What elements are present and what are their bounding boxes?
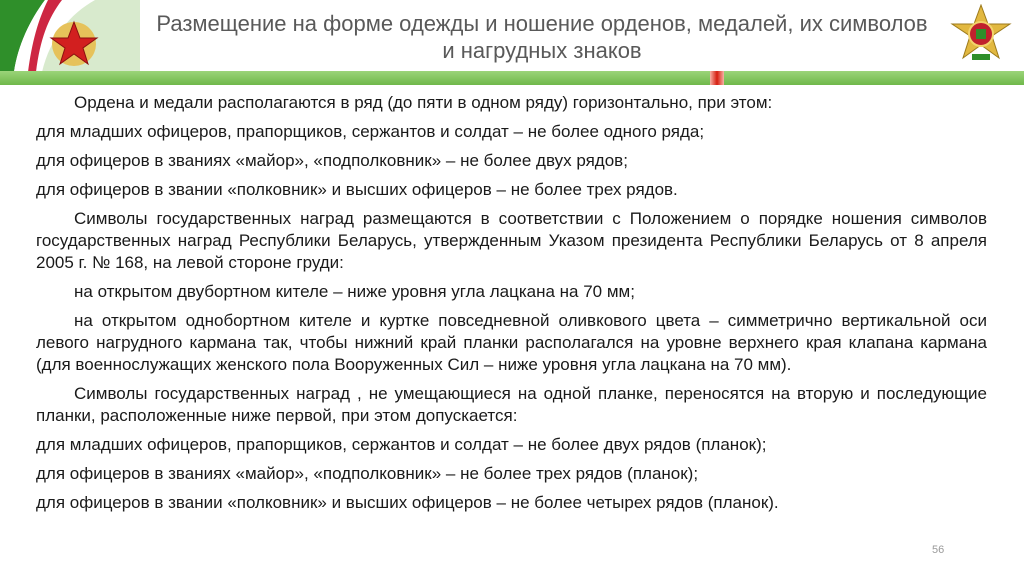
flag-star-emblem [0, 0, 140, 72]
slide-body [36, 92, 987, 521]
paragraph: Символы государственных наград , не умещающиеся на одной планке, переносятся на вторую и последующие планки, расположенные ниже первой, при этом допускается: [36, 384, 987, 425]
paragraph: для офицеров в звании «полковник» и высших офицеров – не более трех рядов. [36, 180, 678, 199]
military-badge-icon [950, 4, 1012, 66]
paragraph: для офицеров в звании «полковник» и высших офицеров – не более четырех рядов (планок). [36, 493, 779, 512]
bar-accent-marker [710, 71, 724, 85]
paragraph: для офицеров в званиях «майор», «подполковник» – не более двух рядов; [36, 151, 628, 170]
title-underline-bar [0, 71, 1024, 85]
paragraph: Символы государственных наград размещаются в соответствии с Положением о порядке ношения символов государственных наград Республики Беларусь, утвержденным Указом президента Республики Беларусь от 8 апреля 2005 г. № 168, на левой стороне груди: [36, 209, 987, 272]
paragraph: для офицеров в званиях «майор», «подполковник» – не более трех рядов (планок); [36, 464, 699, 483]
page-number: 56 [932, 544, 945, 556]
slide-title: Размещение на форме одежды и ношение орденов, медалей, их символов и нагрудных знаков [156, 11, 928, 63]
paragraph: для младших офицеров, прапорщиков, сержантов и солдат – не более двух рядов (планок); [36, 435, 767, 454]
paragraph: на открытом двубортном кителе – ниже уровня угла лацкана на 70 мм; [74, 282, 635, 301]
paragraph: на открытом однобортном кителе и куртке повседневной оливкового цвета – симметрично вертикальной оси левого нагрудного кармана так, чтобы нижний край планки располагался на уровне верхнего края клапана кармана (для военнослужащих женского пола Вооруженных Сил – ниже уровня угла лацкана на 70 мм). [36, 311, 987, 374]
paragraph: Ордена и медали располагаются в ряд (до пяти в одном ряду) горизонтально, при этом: [74, 93, 773, 112]
paragraph: для младших офицеров, прапорщиков, сержантов и солдат – не более одного ряда; [36, 122, 705, 141]
